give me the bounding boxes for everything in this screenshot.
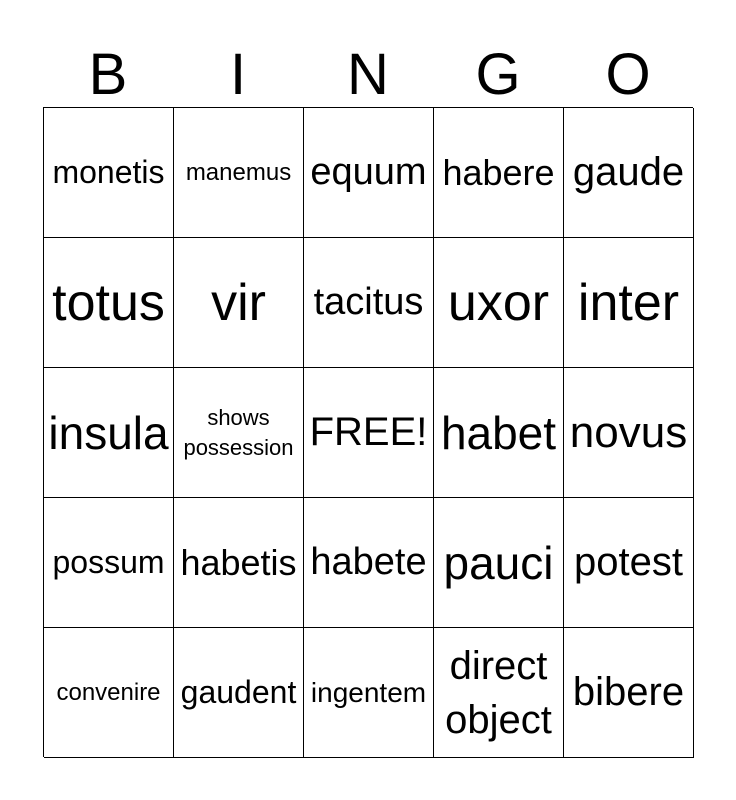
bingo-cell [174,368,304,498]
cell-text: insula [48,406,169,459]
bingo-cell [434,368,564,498]
cell-text: inter [577,273,680,332]
cell-text: tacitus [313,281,424,323]
bingo-cell [304,108,434,238]
cell-text: FREE! [309,410,428,454]
bingo-cell [564,368,694,498]
bingo-cell [44,238,174,368]
bingo-cell [434,238,564,368]
header-letter-i: I [229,42,247,107]
header-letter-o: O [605,42,651,107]
cell-text: habet [440,406,557,459]
bingo-cell [564,628,694,758]
bingo-cell [304,628,434,758]
cell-text: direct object [445,643,552,742]
bingo-cell [44,628,174,758]
cell-text: pauci [443,536,554,589]
bingo-cell [174,628,304,758]
bingo-header [43,44,693,106]
header-letter-n: N [347,42,389,107]
bingo-cell [44,368,174,498]
cell-text: gaude [572,150,685,194]
cell-text: gaudent [180,674,297,710]
header-letter-b: B [88,42,128,107]
bingo-cell [174,498,304,628]
cell-text: uxor [447,273,550,332]
cell-text: shows possession [183,404,294,460]
cell-text: equum [310,151,427,193]
header-letter-g: G [475,42,521,107]
bingo-cell [564,238,694,368]
bingo-cell [44,498,174,628]
bingo-cell [434,108,564,238]
cell-text: bibere [572,670,685,714]
bingo-cell [434,628,564,758]
cell-text: habetis [180,541,297,583]
bingo-cell [174,108,304,238]
cell-text: potest [574,540,683,584]
cell-text: totus [52,273,165,332]
bingo-cell [304,498,434,628]
cell-text: manemus [185,158,292,186]
bingo-cell [304,238,434,368]
cell-text: novus [569,407,688,457]
bingo-cell [44,108,174,238]
bingo-cell [564,108,694,238]
bingo-cell [304,368,434,498]
cell-text: monetis [52,154,165,190]
bingo-cell [434,498,564,628]
bingo-grid [43,107,693,757]
cell-text: habere [442,151,555,193]
cell-text: habete [310,541,427,583]
bingo-cell [564,498,694,628]
cell-text: ingentem [310,676,427,708]
cell-text: convenire [56,678,161,706]
bingo-cell [174,238,304,368]
cell-text: vir [211,273,266,332]
cell-text: possum [52,544,165,580]
